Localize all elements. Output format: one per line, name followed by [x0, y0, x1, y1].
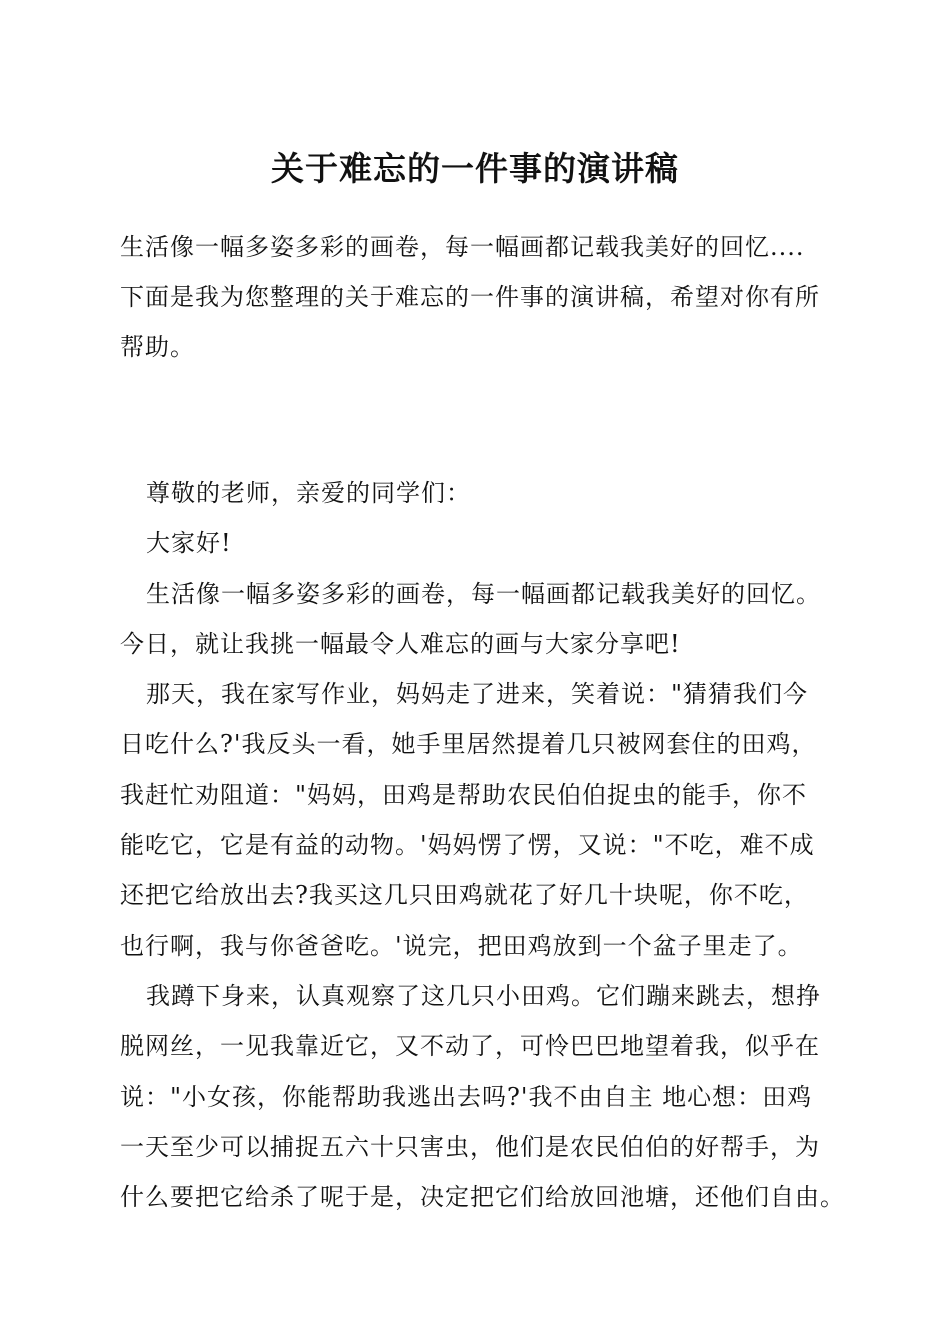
body-line: 脱网丝，一见我靠近它，又不动了，可怜巴巴地望着我，似乎在 [120, 1032, 820, 1061]
intro-line: 帮助。 [120, 333, 195, 361]
document-title: 关于难忘的一件事的演讲稿 [271, 149, 679, 188]
greeting-line: 尊敬的老师，亲爱的同学们： [146, 479, 471, 507]
body-line: 什么要把它给杀了呢于是，决定把它们给放回池塘，还他们自由。 [120, 1183, 845, 1212]
greeting-line: 大家好! [146, 529, 232, 558]
body-line: 一天至少可以捕捉五六十只害虫，他们是农民伯伯的好帮手，为 [120, 1132, 820, 1161]
body-line: 生活像一幅多姿多彩的画卷，每一幅画都记载我美好的回忆。 [146, 579, 821, 608]
intro-line: 下面是我为您整理的关于难忘的一件事的演讲稿，希望对你有所 [120, 283, 820, 311]
body-line: 说："小女孩，你能帮助我逃出去吗?'我不由自主 地心想：田鸡 [120, 1082, 813, 1111]
body-line: 今日，就让我挑一幅最令人难忘的画与大家分享吧! [120, 629, 681, 658]
body-line: 日吃什么?'我反头一看，她手里居然提着几只被网套住的田鸡， [120, 730, 817, 759]
body-line: 我蹲下身来，认真观察了这几只小田鸡。它们蹦来跳去，想挣 [146, 981, 821, 1010]
body-line: 还把它给放出去?我买这几只田鸡就花了好几十块呢，你不吃， [120, 881, 809, 910]
speech-body [120, 468, 860, 1222]
intro-line: 生活像一幅多姿多彩的画卷，每一幅画都记载我美好的回忆.... [120, 233, 805, 261]
body-line: 能吃它，它是有益的动物。'妈妈愣了愣，又说："不吃，难不成 [120, 831, 815, 860]
body-line: 那天，我在家写作业，妈妈走了进来，笑着说："猜猜我们今 [146, 680, 809, 709]
body-line: 我赶忙劝阻道："妈妈，田鸡是帮助农民伯伯捉虫的能手，你不 [120, 780, 808, 809]
body-line: 也行啊，我与你爸爸吃。'说完，把田鸡放到一个盆子里走了。 [120, 931, 803, 960]
intro-paragraph [120, 222, 840, 372]
